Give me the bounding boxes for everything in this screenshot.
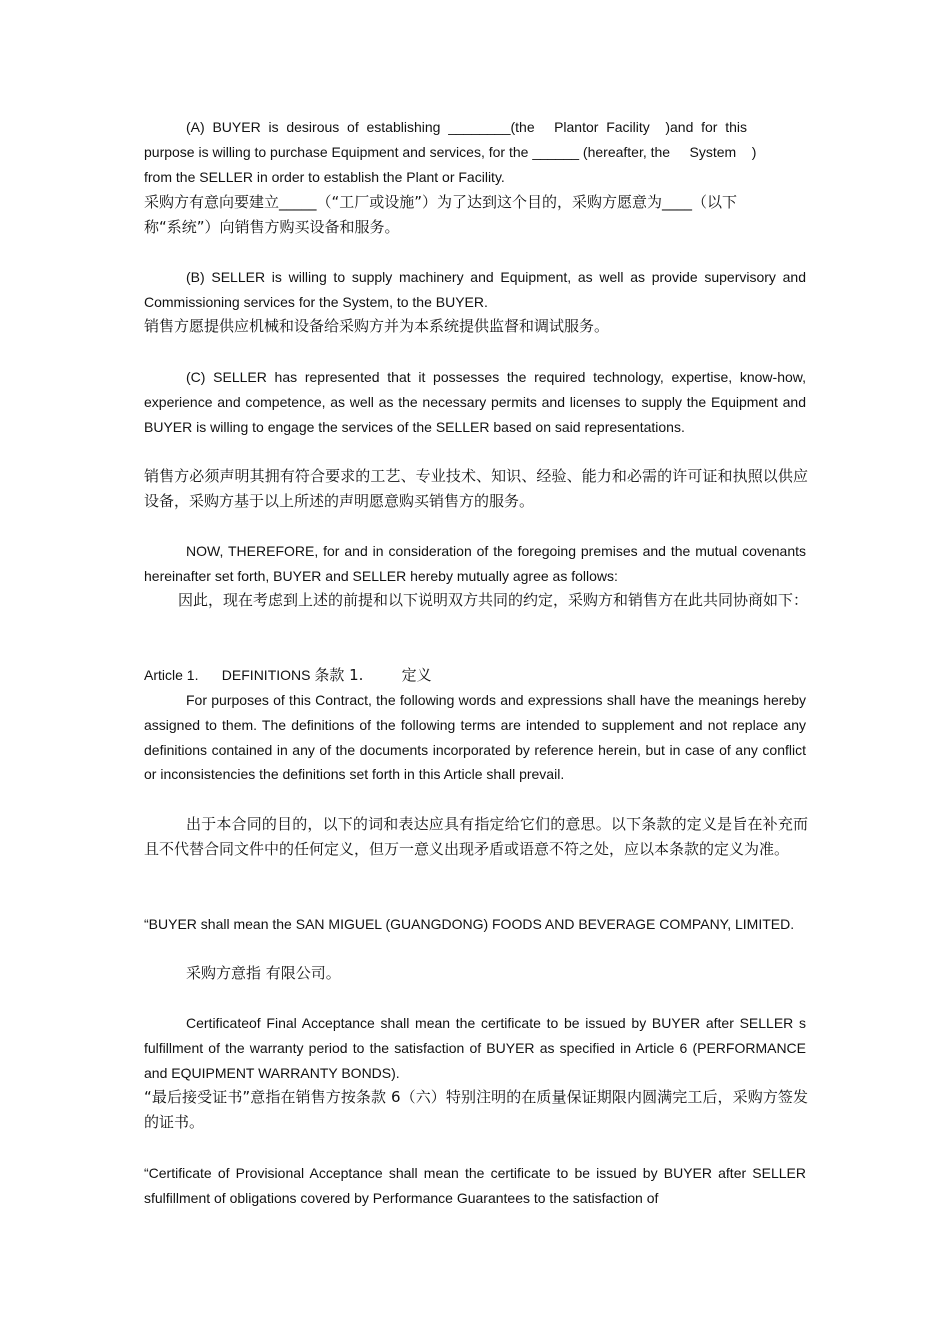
paragraph-a-zh — [144, 190, 808, 240]
paragraph-a-zh-line-2: 称“系统”）向销售方购买设备和服务。 — [144, 217, 400, 236]
article-1-heading-en: Article 1. DEFINITIONS — [144, 667, 315, 683]
definition-final-acceptance-zh: “最后接受证书”意指在销售方按条款 6（六）特别注明的在质量保证期限内圆满完工后，采购方签发的证书。 — [144, 1088, 808, 1131]
article-1-heading — [144, 663, 806, 688]
paragraph-a-zh-line-1: 采购方有意向要建立_____（“工厂或设施”）为了达到这个目的，采购方愿意为____（以下 — [144, 193, 738, 211]
definitions-intro-zh: 出于本合同的目的，以下的词和表达应具有指定给它们的意思。以下条款的定义是旨在补充而且不代替合同文件中的任何定义，但万一意义出现矛盾或语意不符之处，应以本条款的定义为准。 — [144, 815, 808, 858]
definition-provisional-acceptance-en: “Certificate of Provisional Acceptance shall mean the certificate to be issued by BUYER after SELLER sfulfillment of obligations covered by Performance Guarantees to the satisfaction of — [144, 1165, 806, 1206]
definition-final-acceptance-en: Certificateof Final Acceptance shall mean the certificate to be issued by BUYER after SELLER s fulfillment of the warranty period to the satisfaction of BUYER as specified in Article 6 (PERFORMANCE and EQUIPMENT WARRANTY BONDS). — [144, 1015, 806, 1081]
paragraph-a-en-line-3: from the SELLER in order to establish the Plant or Facility. — [144, 168, 505, 185]
paragraph-now-zh: 因此，现在考虑到上述的前提和以下说明双方共同的约定，采购方和销售方在此共同协商如下： — [178, 591, 809, 609]
definition-buyer-en: “BUYER shall mean the SAN MIGUEL (GUANGDONG) FOODS AND BEVERAGE COMPANY, LIMITED. — [144, 916, 795, 932]
definition-buyer-zh: 采购方意指 有限公司。 — [186, 964, 341, 982]
paragraph-a-en — [144, 115, 806, 189]
paragraph-a-en-line-1: (A) BUYER is desirous of establishing ________(the Plantor Facility )and for this — [186, 119, 748, 135]
paragraph-c-zh: 销售方必须声明其拥有符合要求的工艺、专业技术、知识、经验、能力和必需的许可证和执照以供应设备，采购方基于以上所述的声明愿意购买销售方的服务。 — [144, 467, 808, 510]
paragraph-b-zh: 销售方愿提供应机械和设备给采购方并为本系统提供监督和调试服务。 — [144, 317, 610, 335]
paragraph-a-en-line-2: purpose is willing to purchase Equipment and services, for the ______ (hereafter, the System ) — [144, 143, 757, 160]
article-1-heading-zh: 条款 1. 定义 — [314, 666, 432, 684]
definitions-intro-en: For purposes of this Contract, the following words and expressions shall have the meanings hereby assigned to them. The definitions of the following terms are intended to supplement and not replace any definitions contained in any of the documents incorporated by reference herein, but in case of any conflict or inconsistencies the definitions set forth in this Article shall prevail. — [144, 692, 806, 783]
paragraph-b-en: (B) SELLER is willing to supply machinery and Equipment, as well as provide supervisory and Commissioning services for the System, to the BUYER. — [144, 269, 806, 310]
paragraph-c-en: (C) SELLER has represented that it possesses the required technology, expertise, know-how, experience and competence, as well as the necessary permits and licenses to supply the Equipment and BUYER is willing to engage the services of the SELLER based on said representations. — [144, 369, 806, 435]
paragraph-now-en: NOW, THEREFORE, for and in consideration of the foregoing premises and the mutual covenants hereinafter set forth, BUYER and SELLER hereby mutually agree as follows: — [144, 543, 806, 584]
